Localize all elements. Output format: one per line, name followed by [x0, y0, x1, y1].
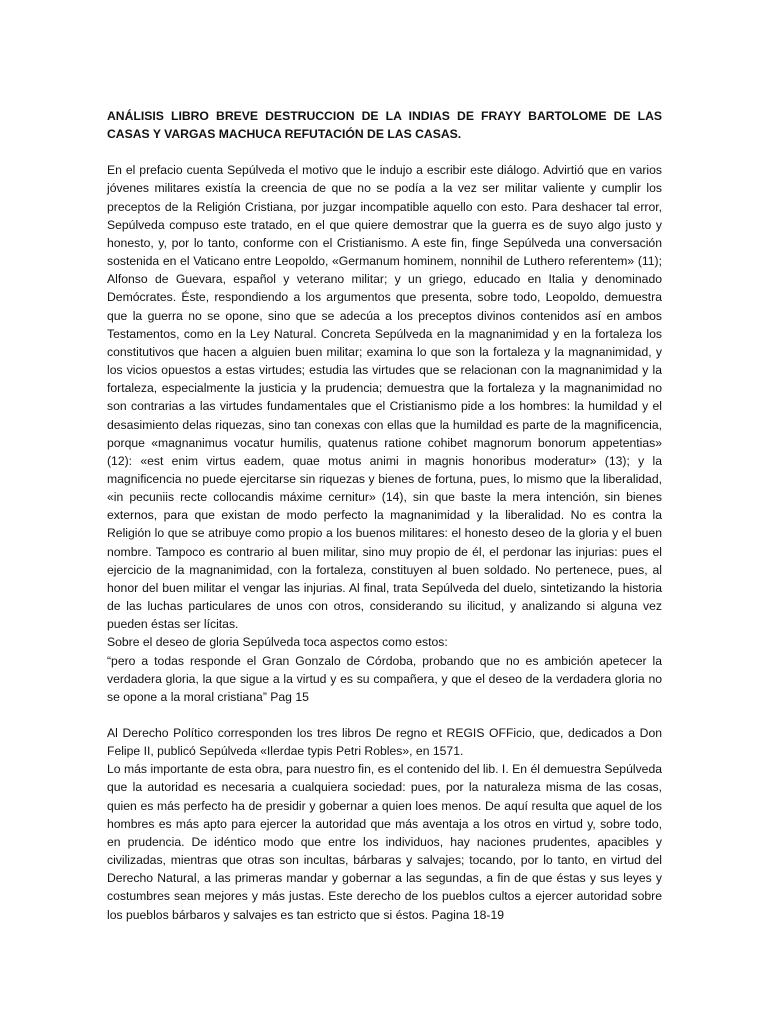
document-page — [107, 107, 662, 924]
paragraph-lib-1: Lo más importante de esta obra, para nuestro fin, es el contenido del lib. I. En él demuestra Sepúlveda que la autoridad es necesaria a cualquiera sociedad: pues, por la naturaleza misma de las cosas, quien es más perfecto ha de presidir y gobernar a quien loes menos. De aquí resulta que aquel de los hombres es más apto para ejercer la autoridad que más aventaja a los otros en virtud y, sobre todo, en prudencia. De idéntico modo que entre los individuos, hay naciones prudentes, apacibles y civilizadas, mientras que otras son incultas, bárbaras y salvajes; tocando, por lo tanto, en virtud del Derecho Natural, a las primeras mandar y gobernar a las segundas, a fin de que éstas y sus leyes y costumbres sean mejores y más justas. Este derecho de los pueblos cultos a ejercer autoridad sobre los pueblos bárbaros y salvajes es tan estricto que si éstos. Pagina 18-19 — [107, 762, 662, 922]
document-title: ANÁLISIS LIBRO BREVE DESTRUCCION DE LA INDIAS DE FRAYY BARTOLOME DE LAS CASAS Y VARGAS MACHUCA REFUTACIÓN DE LAS CASAS. — [107, 109, 662, 142]
paragraph-spacer — [107, 706, 662, 724]
paragraph-gloria-intro: Sobre el deseo de gloria Sepúlveda toca aspectos como estos: — [107, 635, 448, 650]
paragraph-quote: “pero a todas responde el Gran Gonzalo de Córdoba, probando que no es ambición apetecer la verdadera gloria, la que sigue a la virtud y es su compañera, y que el deseo de la verdadera gloria no se opone a la moral cristiana” Pag 15 — [107, 653, 662, 704]
paragraph-prefacio: En el prefacio cuenta Sepúlveda el motivo que le indujo a escribir este diálogo. Advirtió que en varios jóvenes militares existía la creencia de que no se podía a la vez ser militar valiente y cumplir los preceptos de la Religión Cristiana, por juzgar incompatible aquello con esto. Para deshacer tal error, Sepúlveda compuso este tratado, en el que quiere demostrar que la guerra es de suyo algo justo y honesto, y, por lo tanto, conforme con el Cristianismo. A este fin, finge Sepúlveda una conversación sostenida en el Vaticano entre Leopoldo, «Germanum hominem, nonnihil de Luthero referentem» (11); Alfonso de Guevara, español y veterano militar; y un griego, educado en Italia y denominado Demócrates. Éste, respondiendo a los argumentos que presenta, sobre todo, Leopoldo, demuestra que la guerra no se opone, sino que se adecúa a los preceptos divinos contenidos así en ambos Testamentos, como en la Ley Natural. Concreta Sepúlveda en la magnanimidad y en la fortaleza los constitutivos que hacen a alguien buen militar; examina lo que son la fortaleza y la magnanimidad, y los vicios opuestos a estas virtudes; estudia las virtudes que se relacionan con la magnanimidad y la fortaleza, especialmente la justicia y la prudencia; demuestra que la fortaleza y la magnanimidad no son contrarias a las virtudes fundamentales que el Cristianismo pide a los hombres: la humildad y el desasimiento delas riquezas, sino tan conexas con ellas que la humildad es parte de la magnificencia, porque «magnanimus vocatur humilis, quatenus ratione cohibet magnorum bonorum appetentias» (12): «est enim virtus eadem, quae motus animi in magnis honoribus moderatur» (13); y la magnificencia no puede ejercitarse sin riquezas y bienes de fortuna, pues, lo mismo que la liberalidad, «in pecuniis recte collocandis máxime cernitur» (14), sin que baste la mera intención, sin bienes externos, para que existan de modo perfecto la magnanimidad y la liberalidad. No es contra la Religión lo que se atribuye como propio a los buenos militares: el honesto deseo de la gloria y el buen nombre. Tampoco es contrario al buen militar, sino muy propio de él, el perdonar las injurias: pues el ejercicio de la magnanimidad, con la fortaleza, constituyen al buen soldado. No pertenece, pues, al honor del buen militar el vengar las injurias. Al final, trata Sepúlveda del duelo, sintetizando la historia de las luchas particulares de unos con otros, considerando su ilicitud, y analizando si alguna vez pueden éstas ser lícitas. — [107, 163, 662, 632]
paragraph-derecho-politico: Al Derecho Político corresponden los tres libros De regno et REGIS OFFicio, que, dedicados a Don Felipe II, publicó Sepúlveda «Ilerdae typis Petri Robles», en 1571. — [107, 726, 662, 759]
